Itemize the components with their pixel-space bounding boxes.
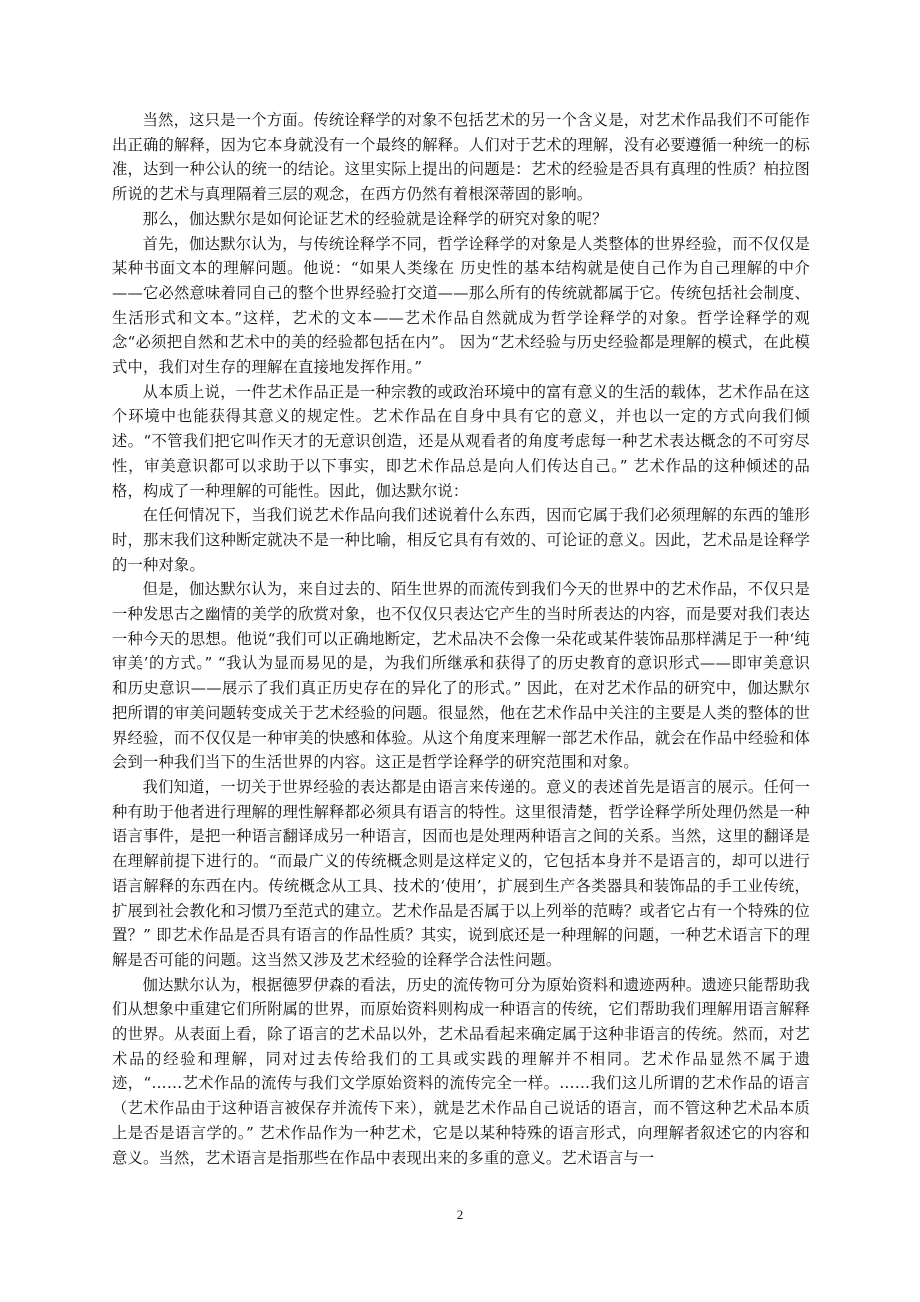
paragraph: 我们知道，一切关于世界经验的表达都是由语言来传递的。意义的表述首先是语言的展示。任何一种有助于他者进行理解的理性解释都必须具有语言的特性。这里很清楚，哲学诠释学所处理仍然是一种语言事件，是把一种语言翻译成另一种语言，因而也是处理两种语言之间的关系。当然，这里的翻译是在理解前提下进行的。“而最广义的传统概念则是这样定义的，它包括本身并不是语言的，却可以进行语言解释的东西在内。传统概念从工具、技术的‘使用’，扩展到生产各类器具和装饰品的手工业传统，扩展到社会教化和习惯乃至范式的建立。艺术作品是否属于以上列举的范畴？或者它占有一个特殊的位置？” 即艺术作品是否具有语言的作品性质？其实，说到底还是一种理解的问题，一种艺术语言下的理解是否可能的问题。这当然又涉及艺术经验的诠释学合法性问题。 bbox=[112, 777, 810, 969]
block-quote: 在任何情况下，当我们说艺术作品向我们述说着什么东西，因而它属于我们必须理解的东西的雏形时，那末我们这种断定就决不是一种比喻，相反它具有有效的、可论证的意义。因此，艺术品是诠释学的一种对象。 bbox=[112, 506, 810, 574]
paragraph: 首先，伽达默尔认为，与传统诠释学不同，哲学诠释学的对象是人类整体的世界经验，而不仅仅是某种书面文本的理解问题。他说：“如果人类缘在 历史性的基本结构就是使自己作为自己理解的中介——它必然意味着同自己的整个世界经验打交道——那么所有的传统就都属于它。传统包括社会制度、生活形式和文本。”这样，艺术的文本——艺术作品自然就成为哲学诠释学的对象。哲学诠释学的观念“必须把自然和艺术中的美的经验都包括在内”。 因为“艺术经验与历史经验都是理解的模式，在此模式中，我们对生存的理解在直接地发挥作用。” bbox=[112, 234, 810, 377]
paragraph: 从本质上说，一件艺术作品正是一种宗教的或政治环境中的富有意义的生活的载体，艺术作品在这个环境中也能获得其意义的规定性。艺术作品在自身中具有它的意义，并也以一定的方式向我们倾述。“不管我们把它叫作天才的无意识创造，还是从观看者的角度考虑每一种艺术表达概念的不可穷尽性，审美意识都可以求助于以下事实，即艺术作品总是向人们传达自己。” 艺术作品的这种倾述的品格，构成了一种理解的可能性。因此，伽达默尔说： bbox=[112, 382, 810, 500]
page-number: 2 bbox=[456, 1207, 464, 1222]
paragraph: 伽达默尔认为，根据德罗伊森的看法，历史的流传物可分为原始资料和遗迹两种。遗迹只能帮助我们从想象中重建它们所附属的世界，而原始资料则构成一种语言的传统，它们帮助我们理解用语言解释的世界。从表面上看，除了语言的艺术品以外，艺术品看起来确定属于这种非语言的传统。然而，对艺术品的经验和理解，同对过去传给我们的工具或实践的理解并不相同。艺术作品显然不属于遗迹，“……艺术作品的流传与我们文学原始资料的流传完全一样。……我们这儿所谓的艺术作品的语言（艺术作品由于这种语言被保存并流传下来），就是艺术作品自己说话的语言，而不管这种艺术品本质上是否是语言学的。” 艺术作品作为一种艺术，它是以某种特殊的语言形式，向理解者叙述它的内容和意义。当然，艺术语言是指那些在作品中表现出来的多重的意义。艺术语言与一 bbox=[112, 975, 810, 1167]
paragraph: 那么，伽达默尔是如何论证艺术的经验就是诠释学的研究对象的呢？ bbox=[142, 209, 608, 228]
body-text bbox=[112, 108, 810, 1170]
paragraph: 当然，这只是一个方面。传统诠释学的对象不包括艺术的另一个含义是，对艺术作品我们不可能作出正确的解释，因为它本身就没有一个最终的解释。人们对于艺术的理解，没有必要遵循一种统一的标准，达到一种公认的统一的结论。这里实际上提出的问题是：艺术的经验是否具有真理的性质？柏拉图所说的艺术与真理隔着三层的观念，在西方仍然有着根深蒂固的影响。 bbox=[112, 111, 810, 204]
paragraph: 但是，伽达默尔认为，来自过去的、陌生世界的而流传到我们今天的世界中的艺术作品，不仅只是一种发思古之幽情的美学的欣赏对象，也不仅仅只表达它产生的当时所表达的内容，而是要对我们表达一种今天的思想。他说“我们可以正确地断定，艺术品决不会像一朵花或某件装饰品那样满足于一种‘纯审美’的方式。” “我认为显而易见的是，为我们所继承和获得了的历史教育的意识形式——即审美意识和历史意识——展示了我们真正历史存在的异化了的形式。” 因此，在对艺术作品的研究中，伽达默尔把所谓的审美问题转变成关于艺术经验的问题。很显然，他在艺术作品中关注的主要是人类的整体的世界经验，而不仅仅是一种审美的快感和体验。从这个角度来理解一部艺术作品，就会在作品中经验和体会到一种我们当下的生活世界的内容。这正是哲学诠释学的研究范围和对象。 bbox=[112, 580, 810, 772]
